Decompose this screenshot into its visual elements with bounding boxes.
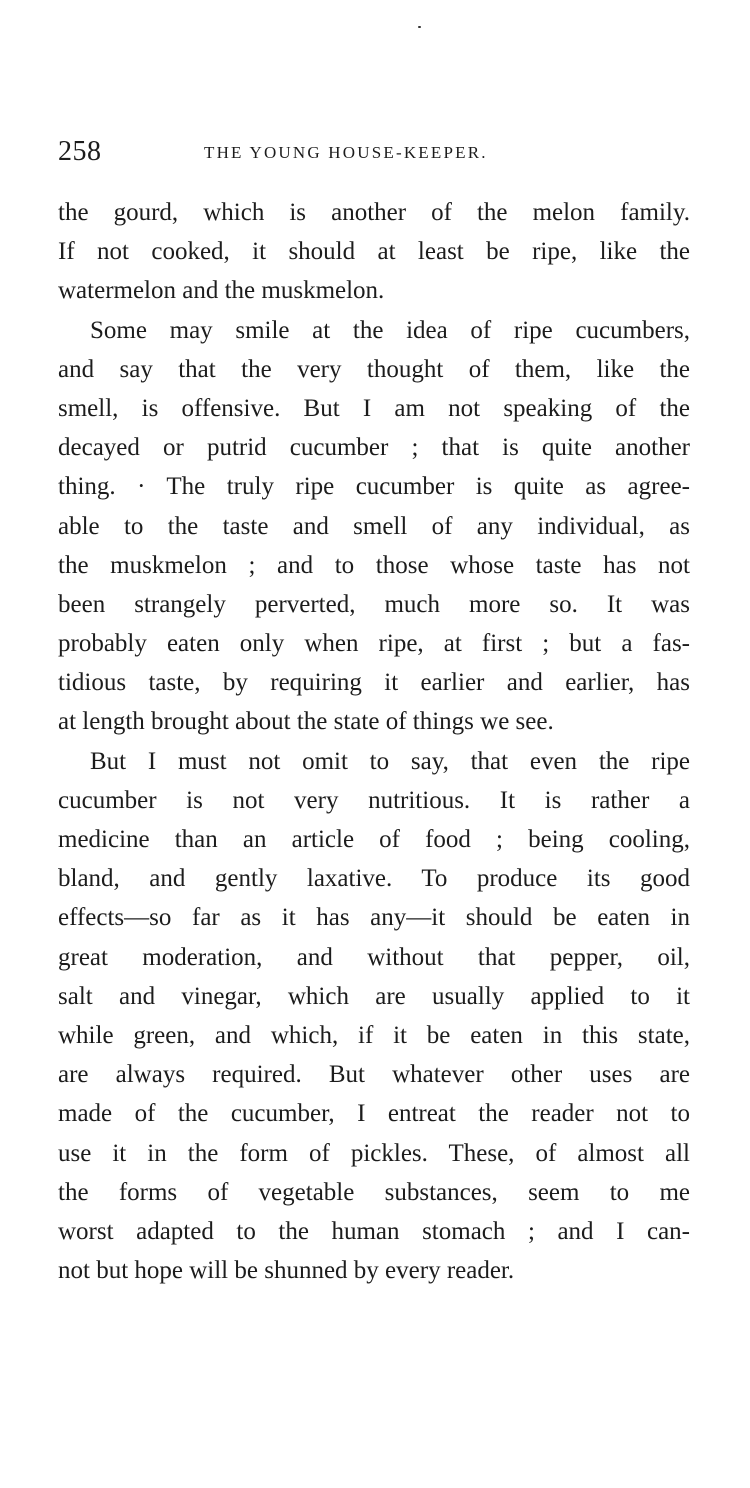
text-line: and say that the very thought of them, like the xyxy=(58,355,690,383)
text-line: tidious taste, by requiring it earlier and earlier, has xyxy=(58,669,690,697)
text-line: effects—so far as it has any—it should be eaten in xyxy=(58,904,690,932)
text-line: been strangely perverted, much more so. It was xyxy=(58,590,690,618)
text-line: use it in the form of pickles. These, of almost all xyxy=(58,1139,690,1167)
text-line: worst adapted to the human stomach ; and I can- xyxy=(58,1217,690,1245)
text-line: smell, is offensive. But I am not speaking of the xyxy=(58,394,690,422)
text-line: probably eaten only when ripe, at first ; but a fas- xyxy=(58,630,690,658)
text-line: thing. · The truly ripe cucumber is quite as agree- xyxy=(58,473,690,501)
text-line: the gourd, which is another of the melon family. xyxy=(58,199,690,226)
text-line: decayed or putrid cucumber ; that is quite another xyxy=(58,434,690,462)
text-line: bland, and gently laxative. To produce its good xyxy=(58,865,690,893)
text-line: cucumber is not very nutritious. It is rather a xyxy=(58,786,690,814)
running-head: THE YOUNG HOUSE-KEEPER. xyxy=(204,143,488,162)
text-line: are always required. But whatever other uses are xyxy=(58,1061,690,1089)
text-line: the muskmelon ; and to those whose taste has not xyxy=(58,551,690,579)
print-speck xyxy=(418,26,421,28)
body-text xyxy=(58,193,690,1290)
text-line: while green, and which, if it be eaten in this state, xyxy=(58,1021,690,1049)
text-line: great moderation, and without that pepper, oil, xyxy=(58,943,690,971)
text-line: made of the cucumber, I entreat the reader not to xyxy=(58,1100,690,1128)
text-line: salt and vinegar, which are usually applied to it xyxy=(58,982,690,1010)
text-line: If not cooked, it should at least be ripe, like the xyxy=(58,238,690,266)
text-line: not but hope will be shunned by every reader. xyxy=(58,1257,515,1285)
page-header xyxy=(58,134,690,170)
text-line: at length brought about the state of things we see. xyxy=(58,708,554,736)
paragraph-start-line: But I must not omit to say, that even the ripe xyxy=(90,747,690,775)
page-number: 258 xyxy=(58,136,102,167)
text-line: medicine than an article of food ; being cooling, xyxy=(58,826,690,853)
text-line: the forms of vegetable substances, seem to me xyxy=(58,1178,690,1206)
paragraph-start-line: Some may smile at the idea of ripe cucumbers, xyxy=(90,316,690,344)
text-line: able to the taste and smell of any individual, as xyxy=(58,512,690,540)
text-line: watermelon and the muskmelon. xyxy=(58,277,385,305)
